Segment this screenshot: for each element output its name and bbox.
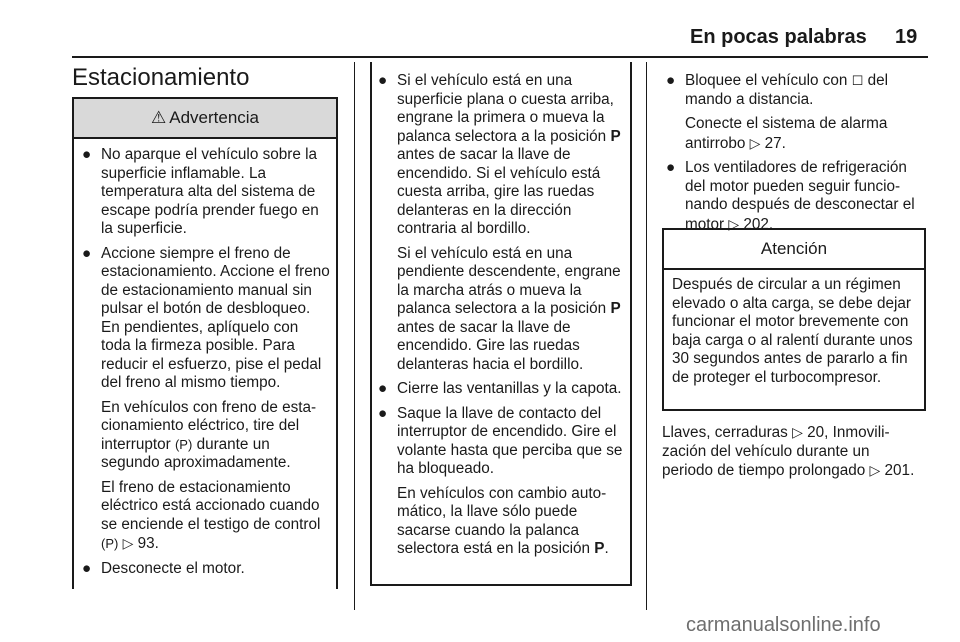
warning-item-1: No aparque el vehículo sobre la superficie inflamable. La temperatura alta del sistema de escape podría prender fuego en la superficie. [101, 146, 319, 237]
caution-heading: Atención [664, 230, 924, 270]
list-item: ● Cierre las ventanillas y la capota. [378, 380, 622, 397]
parking-brake-indicator-icon: (P) [101, 536, 119, 551]
downhill-paragraph: Si el vehículo está en una pendiente descendente, engrane la marcha atrás o mueva la palanca selectora a la posición P antes de sacar la llave de encendido. Gire las ruedas delanteras hacia el bordillo. [397, 244, 621, 373]
warning-heading: Advertencia [169, 108, 260, 127]
column-divider [354, 62, 355, 610]
list-item: ● Accione siempre el freno de estacionamiento. Accione el freno de estacionamiento manual sin pulsar el botón de desbloqueo. En pendientes, aplíquelo con toda la firmeza posible. Para reducir el esfuerzo, pise el pedal del freno al mismo tiempo. En vehículos con freno de estacionamiento eléctrico, tire del interruptor (P) durante un segundo aproximadamente. El freno de estacionamiento eléctrico está accionado cuando se enciende el testigo de control (P) ▷ 93. [82, 245, 332, 554]
page-reference-arrow-icon: ▷ [869, 462, 881, 478]
lock-button-icon: ☐ [851, 73, 864, 88]
position-p: P [610, 127, 621, 145]
column-divider [646, 62, 647, 610]
position-p: P [594, 540, 605, 557]
header-rule [72, 56, 928, 58]
list-item: ● Los ventiladores de refrigeración del motor pueden seguir funcionando después de desconectar el motor ▷ 202. [666, 159, 915, 233]
warning-triangle-icon: ⚠ [150, 108, 167, 127]
list-item: ● Bloquee el vehículo con ☐ del mando a distancia. Conecte el sistema de alarma antirrobo ▷ 27. [666, 72, 889, 152]
epb-indicator-paragraph: El freno de estacionamiento eléctrico está accionado cuando se enciende el testigo de control (P) ▷ 93. [101, 478, 321, 552]
see-also: Llaves, cerraduras ▷ 20, Inmovilización del vehículo durante un periodo de tiempo prolongado ▷ 201. [662, 424, 915, 479]
page-reference: 93. [137, 535, 159, 552]
warning-item-2: Accione siempre el freno de estacionamiento. Accione el freno de estacionamiento manual sin pulsar el botón de desbloqueo. En pendientes, aplíquelo con toda la firmeza posible. Para reducir el esfuerzo, pise el pedal del freno al mismo tiempo. [101, 244, 330, 391]
warning-body [82, 146, 332, 584]
epb-paragraph: En vehículos con freno de estacionamiento eléctrico, tire del interruptor (P) durante un segundo aproximadamente. [101, 398, 317, 471]
caution-box [662, 228, 926, 411]
position-p: P [610, 300, 621, 317]
warning-header [74, 99, 336, 139]
column-3-list [666, 72, 928, 240]
list-item: ● Desconecte el motor. [82, 559, 245, 577]
page-reference-arrow-icon: ▷ [728, 215, 740, 232]
page-reference-arrow-icon: ▷ [122, 535, 134, 551]
caution-text: Después de circular a un régimen elevado o alta carga, se debe dejar funcionar el motor brevemente con baja carga o al ralentí durante unos 30 segundos antes de pararlo a fin de proteger el turbocompresor. [672, 276, 913, 386]
list-item: ● Si el vehículo está en una superficie plana o cuesta arriba, engrane la primera o mueva la palanca selectora a la posición P antes de sacar la llave de encendido. Si el vehículo está cuesta arriba, gire las ruedas delanteras en la dirección contraria al bordillo. Si el vehículo está en una pendiente descendente, engrane la marcha atrás o mueva la palanca selectora a la posición P antes de sacar la llave de encendido. Gire las ruedas delanteras hacia el bordillo. [378, 72, 626, 374]
page-number: 19 [895, 26, 918, 48]
page-reference-arrow-icon: ▷ [792, 424, 803, 440]
automatic-paragraph: En vehículos con cambio automático, la llave sólo puede sacarse cuando la palanca selectora está en la posición P. [397, 484, 609, 557]
warning-item-3: Desconecte el motor. [101, 559, 245, 577]
parking-brake-icon: (P) [174, 436, 193, 452]
section-title: Estacionamiento [72, 64, 250, 91]
header-title: En pocas palabras [690, 26, 867, 48]
page-reference-arrow-icon: ▷ [749, 134, 761, 151]
list-item: ● No aparque el vehículo sobre la superficie inflamable. La temperatura alta del sistema de escape podría prender fuego en la superficie. [82, 146, 319, 237]
list-item: ● Saque la llave de contacto del interruptor de encendido. Gire el volante hasta que perciba que se ha bloqueado. En vehículos con cambio automático, la llave sólo puede sacarse cuando la palanca selectora está en la posición P. [378, 405, 626, 559]
steps-body [378, 72, 626, 565]
watermark: carmanualsonline.info [686, 614, 881, 636]
